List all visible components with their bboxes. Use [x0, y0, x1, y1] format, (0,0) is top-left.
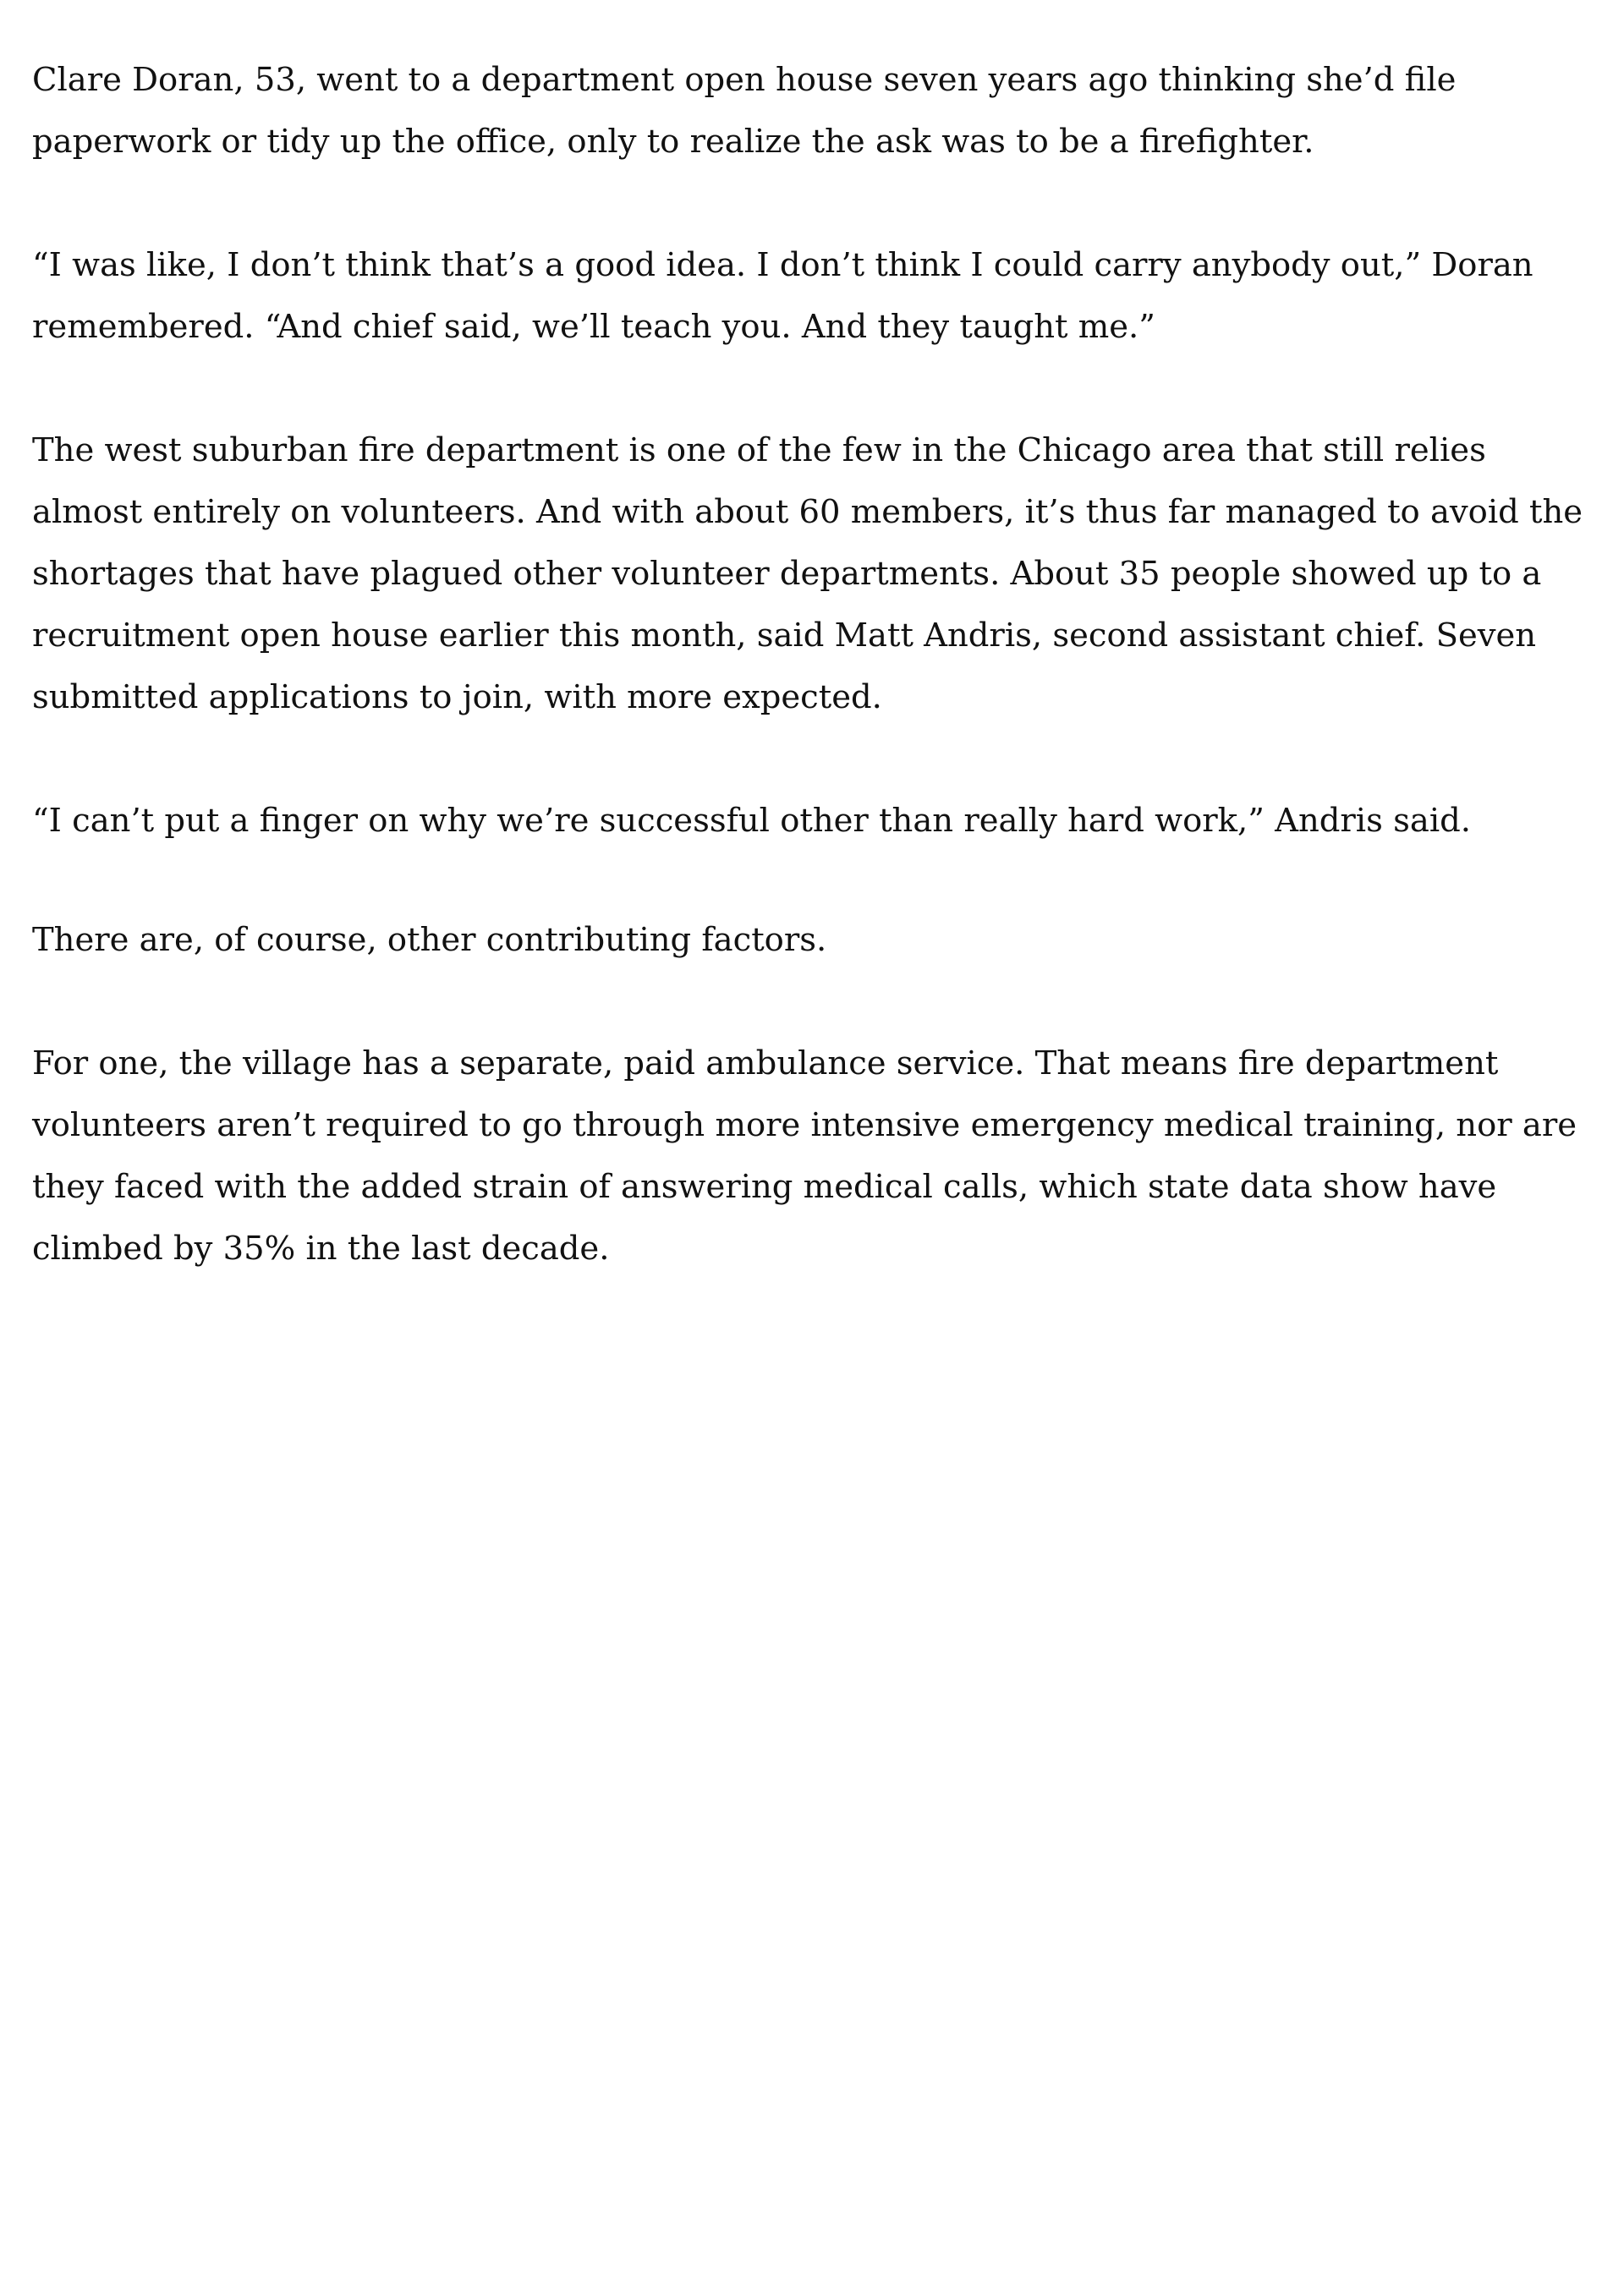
paragraph-clare-doran: Clare Doran, 53, went to a department open house seven years ago thinking she’d file paperwork or tidy up the office, only to realize the ask was to be a firefighter.: [32, 61, 1457, 161]
paragraph-doran-quote: “I was like, I don’t think that’s a good idea. I don’t think I could carry anybody out,” Doran remembered. “And chief said, we’ll teach you. And they taught me.”: [32, 246, 1533, 346]
paragraph-ambulance-service: For one, the village has a separate, paid ambulance service. That means fire department volunteers aren’t required to go through more intensive emergency medical training, nor are they faced with the added strain of answering medical calls, which state data show have climbed by 35% in the last decade.: [32, 1044, 1577, 1268]
paragraph-contributing-factors: There are, of course, other contributing factors.: [32, 921, 827, 959]
paragraph-andris-quote: “I can’t put a finger on why we’re successful other than really hard work,” Andris said.: [32, 802, 1472, 840]
paragraph-west-suburban-department: The west suburban fire department is one of the few in the Chicago area that still relies almost entirely on volunteers. And with about 60 members, it’s thus far managed to avoid the shortages that have plagued other volunteer departments. About 35 people showed up to a recruitment open house earlier this month, said Matt Andris, second assistant chief. Seven submitted applications to join, with more expected.: [32, 431, 1583, 716]
article-body: [32, 49, 1588, 1341]
